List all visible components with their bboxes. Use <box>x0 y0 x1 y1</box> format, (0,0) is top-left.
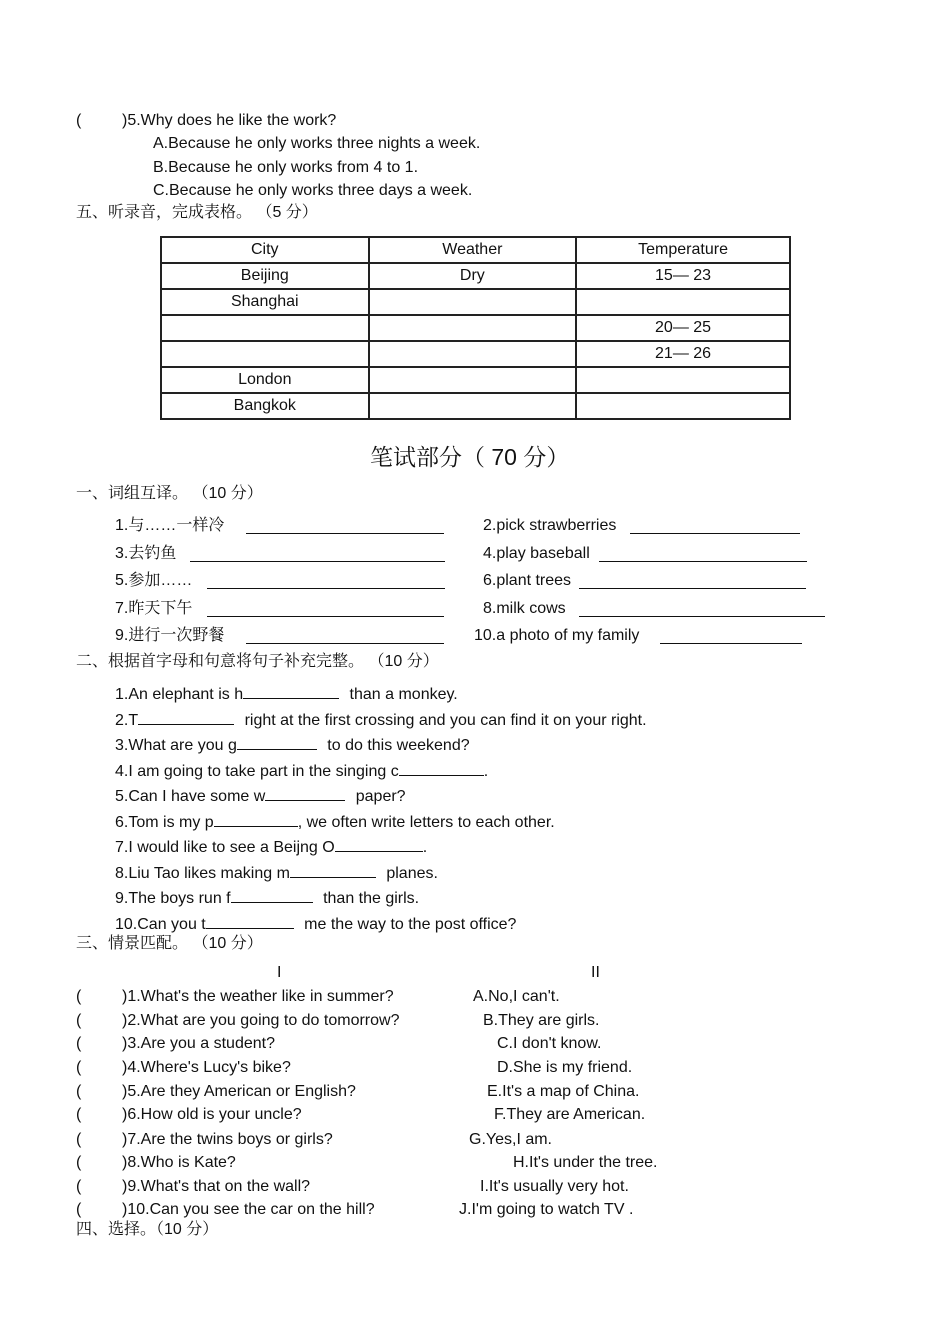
list-item: 8.milk cows <box>483 600 566 617</box>
answer-paren[interactable]: ( <box>76 1106 82 1123</box>
cell-weather[interactable] <box>369 315 577 341</box>
answer-blank[interactable] <box>231 888 313 903</box>
option-c: C.Because he only works three days a week. <box>153 182 473 199</box>
column-label-i: I <box>277 964 282 981</box>
sentence-end: than the girls. <box>318 890 420 907</box>
header-city: City <box>161 237 369 263</box>
list-item <box>115 863 438 882</box>
cell-temperature[interactable] <box>576 393 790 419</box>
list-item <box>115 837 427 856</box>
cell-city[interactable] <box>161 341 369 367</box>
cell-city: London <box>161 367 369 393</box>
list-item: 7.昨天下午 <box>115 600 193 617</box>
answer-paren: ( <box>76 112 82 129</box>
answer-line[interactable] <box>246 629 444 644</box>
sentence-end: , we often write letters to each other. <box>297 814 555 831</box>
sentence-end: paper? <box>351 788 406 805</box>
sentence-start: 5.Can I have some w <box>115 788 266 805</box>
table-row <box>161 315 790 341</box>
answer-option: J.I'm going to watch TV . <box>459 1201 634 1218</box>
answer-blank[interactable] <box>243 684 339 699</box>
list-item: 2.pick strawberries <box>483 517 617 534</box>
answer-option: A.No,I can't. <box>473 988 560 1005</box>
list-item: 6.plant trees <box>483 572 572 589</box>
question-text: )1.What's the weather like in summer? <box>122 988 394 1005</box>
cell-weather[interactable] <box>369 289 577 315</box>
question-text: )7.Are the twins boys or girls? <box>122 1131 333 1148</box>
question-text: )5.Why does he like the work? <box>122 112 337 129</box>
answer-paren[interactable]: ( <box>76 988 82 1005</box>
header-temperature: Temperature <box>576 237 790 263</box>
cell-temperature: 21— 26 <box>576 341 790 367</box>
question-text: )2.What are you going to do tomorrow? <box>122 1012 400 1029</box>
answer-option: E.It's a map of China. <box>487 1083 640 1100</box>
question-text: )4.Where's Lucy's bike? <box>122 1059 291 1076</box>
answer-blank[interactable] <box>237 735 317 750</box>
answer-option: B.They are girls. <box>483 1012 600 1029</box>
cell-weather[interactable] <box>369 393 577 419</box>
list-item: 3.去钓鱼 <box>115 545 177 562</box>
answer-paren[interactable]: ( <box>76 1154 82 1171</box>
table-row <box>161 263 790 289</box>
question-text: )3.Are you a student? <box>122 1035 275 1052</box>
table-row <box>161 289 790 315</box>
question-text: )9.What's that on the wall? <box>122 1178 311 1195</box>
weather-table <box>160 236 791 420</box>
answer-line[interactable] <box>207 602 444 617</box>
option-b: B.Because he only works from 4 to 1. <box>153 159 419 176</box>
sentence-start: 10.Can you t <box>115 916 206 933</box>
sentence-start: 3.What are you g <box>115 737 237 754</box>
option-a: A.Because he only works three nights a week. <box>153 135 481 152</box>
sentence-start: 1.An elephant is h <box>115 686 244 703</box>
list-item <box>115 786 406 805</box>
list-item: 5.参加…… <box>115 572 193 589</box>
answer-paren[interactable]: ( <box>76 1012 82 1029</box>
section-heading: 一、词组互译。 （10 分） <box>76 485 263 502</box>
sentence-end: me the way to the post office? <box>299 916 517 933</box>
list-item <box>115 761 488 780</box>
list-item <box>115 888 419 907</box>
section-heading: 二、根据首字母和句意将句子补充完整。 （10 分） <box>76 653 439 670</box>
answer-paren[interactable]: ( <box>76 1131 82 1148</box>
cell-city[interactable] <box>161 315 369 341</box>
answer-option: F.They are American. <box>494 1106 646 1123</box>
cell-weather[interactable] <box>369 367 577 393</box>
list-item <box>115 710 647 729</box>
answer-line[interactable] <box>579 602 825 617</box>
answer-paren[interactable]: ( <box>76 1178 82 1195</box>
list-item: 1.与……一样冷 <box>115 517 225 534</box>
column-label-ii: II <box>591 964 600 981</box>
answer-blank[interactable] <box>265 786 345 801</box>
answer-blank[interactable] <box>138 710 234 725</box>
sentence-start: 9.The boys run f <box>115 890 231 907</box>
cell-weather[interactable] <box>369 341 577 367</box>
sentence-end: . <box>483 763 489 780</box>
sentence-start: 7.I would like to see a Beijng O <box>115 839 335 856</box>
sentence-start: 2.T <box>115 712 139 729</box>
answer-line[interactable] <box>190 547 445 562</box>
sentence-end: than a monkey. <box>345 686 458 703</box>
answer-blank[interactable] <box>206 914 294 929</box>
answer-option: C.I don't know. <box>497 1035 602 1052</box>
answer-option: I.It's usually very hot. <box>480 1178 629 1195</box>
header-weather: Weather <box>369 237 577 263</box>
cell-temperature[interactable] <box>576 289 790 315</box>
table-header-row <box>161 237 790 263</box>
cell-weather: Dry <box>369 263 577 289</box>
answer-line[interactable] <box>630 519 800 534</box>
question-text: )10.Can you see the car on the hill? <box>122 1201 375 1218</box>
answer-option: G.Yes,I am. <box>469 1131 552 1148</box>
question-text: )8.Who is Kate? <box>122 1154 236 1171</box>
list-item <box>115 812 555 831</box>
cell-city: Beijing <box>161 263 369 289</box>
list-item: 4.play baseball <box>483 545 590 562</box>
cell-temperature: 15— 23 <box>576 263 790 289</box>
answer-blank[interactable] <box>290 863 376 878</box>
answer-option: H.It's under the tree. <box>513 1154 658 1171</box>
list-item: 9.进行一次野餐 <box>115 627 225 644</box>
answer-paren[interactable]: ( <box>76 1083 82 1100</box>
sentence-start: 4.I am going to take part in the singing c <box>115 763 399 780</box>
answer-option: D.She is my friend. <box>497 1059 633 1076</box>
sentence-end: right at the first crossing and you can find it on your right. <box>240 712 647 729</box>
answer-paren[interactable]: ( <box>76 1035 82 1052</box>
table-row <box>161 341 790 367</box>
answer-paren[interactable]: ( <box>76 1201 82 1218</box>
table-row <box>161 393 790 419</box>
answer-line[interactable] <box>660 629 802 644</box>
cell-temperature[interactable] <box>576 367 790 393</box>
answer-line[interactable] <box>246 519 444 534</box>
answer-line[interactable] <box>207 574 445 589</box>
cell-city: Bangkok <box>161 393 369 419</box>
sentence-start: 8.Liu Tao likes making m <box>115 865 290 882</box>
answer-blank[interactable] <box>399 761 484 776</box>
sentence-end: . <box>422 839 428 856</box>
question-text: )5.Are they American or English? <box>122 1083 356 1100</box>
answer-line[interactable] <box>599 547 807 562</box>
sentence-start: 6.Tom is my p <box>115 814 214 831</box>
list-item: 10.a photo of my family <box>474 627 640 644</box>
answer-line[interactable] <box>579 574 806 589</box>
list-item <box>115 735 470 754</box>
cell-temperature: 20— 25 <box>576 315 790 341</box>
question-text: )6.How old is your uncle? <box>122 1106 302 1123</box>
answer-blank[interactable] <box>335 837 423 852</box>
list-item <box>115 914 516 933</box>
answer-paren[interactable]: ( <box>76 1059 82 1076</box>
section-heading: 五、听录音，完成表格。 （5 分） <box>76 204 318 221</box>
table-row <box>161 367 790 393</box>
section-heading: 四、选择。（10 分） <box>76 1221 219 1238</box>
sentence-end: to do this weekend? <box>322 737 470 754</box>
answer-blank[interactable] <box>214 812 298 827</box>
page-title: 笔试部分（ 70 分） <box>370 444 570 470</box>
list-item <box>115 684 458 703</box>
sentence-end: planes. <box>381 865 438 882</box>
section-heading: 三、情景匹配。 （10 分） <box>76 935 263 952</box>
cell-city: Shanghai <box>161 289 369 315</box>
